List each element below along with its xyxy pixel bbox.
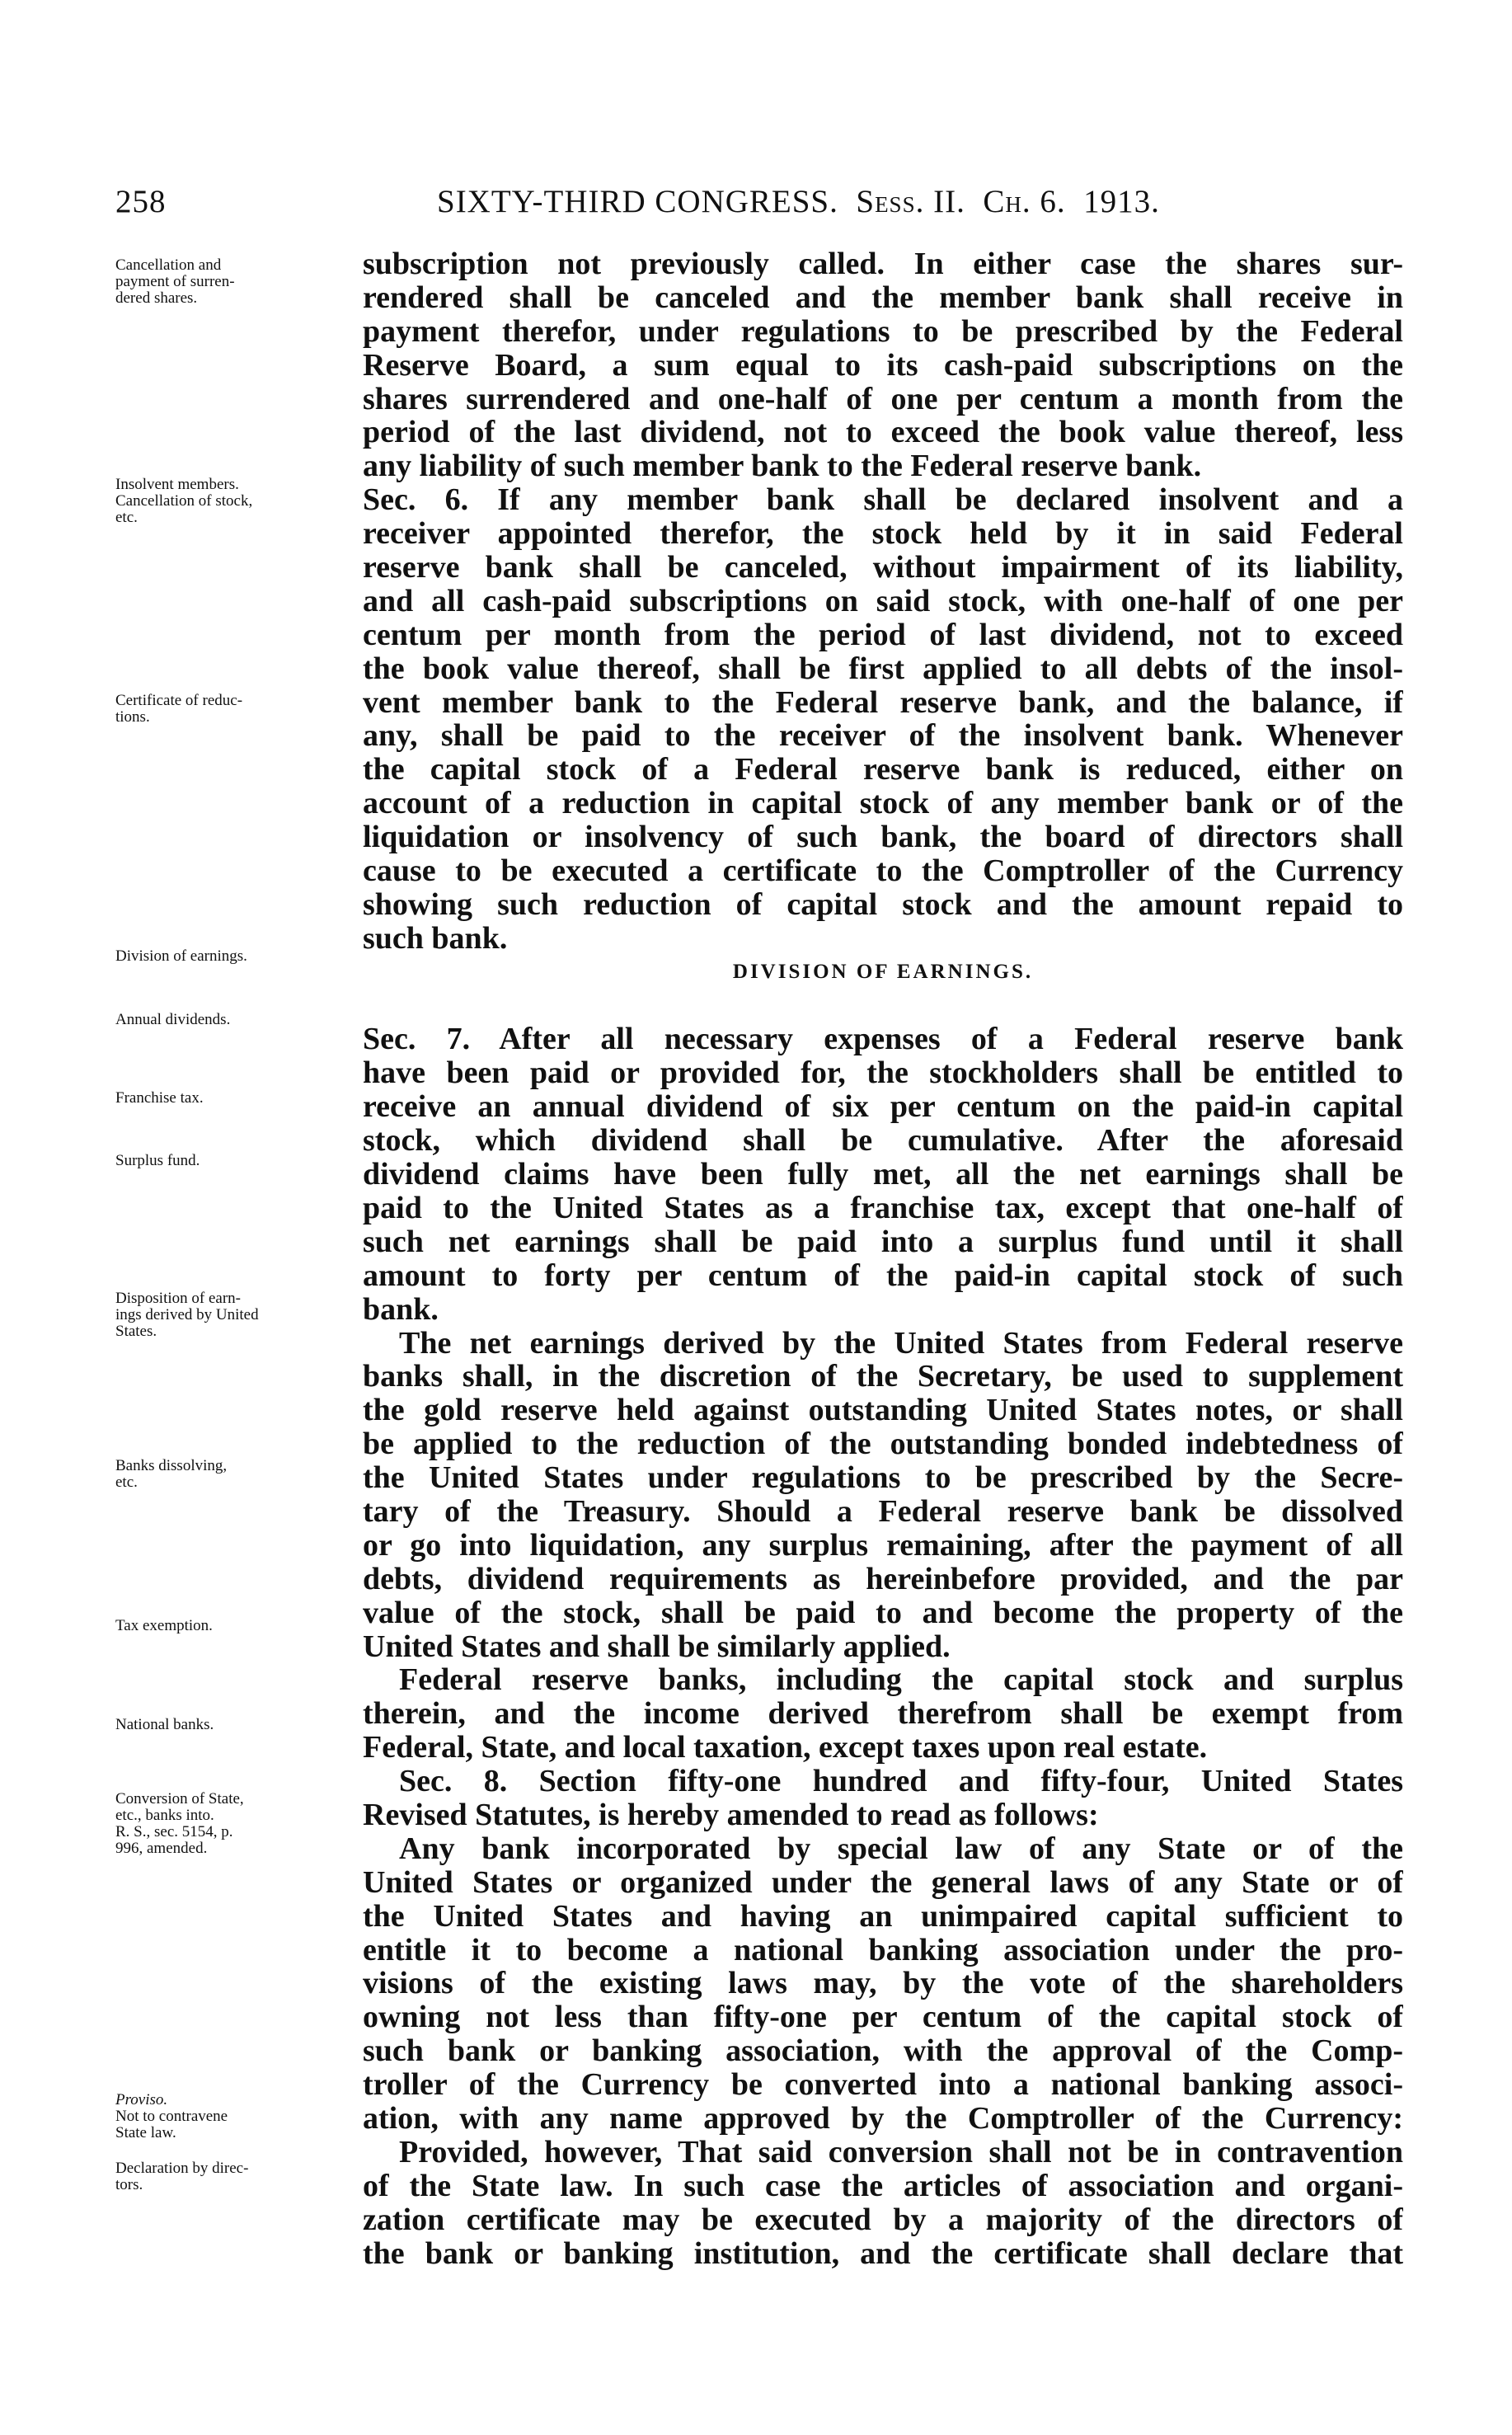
margin-note-line: Surplus fund. <box>115 1152 200 1169</box>
body-line: Any bank incorporated by special law of any State or of the <box>399 1831 1403 1866</box>
chapter-label: Ch. 6. <box>983 184 1066 219</box>
body-line: period of the last dividend, not to exceed the book value thereof, less <box>363 416 1403 450</box>
body-line: showing such reduction of capital stock and the amount repaid to <box>363 887 1403 922</box>
margin-note <box>115 2092 355 2141</box>
body-line: any, shall be paid to the receiver of the insolvent bank. Whenever <box>363 719 1403 754</box>
margin-note-line: Tax exemption. <box>115 1617 213 1634</box>
body-line: United States and shall be similarly applied. <box>363 1629 951 1664</box>
body-line: value of the stock, shall be paid to and become the property of the <box>363 1596 1403 1630</box>
body-line: of the State law. In such case the articles of association and organi- <box>363 2169 1403 2203</box>
body-line: Federal reserve banks, including the capital stock and surplus <box>399 1663 1403 1698</box>
body-line: therein, and the income derived therefrom shall be exempt from <box>363 1697 1403 1732</box>
body-text <box>363 247 1403 2270</box>
page-number: 258 <box>115 184 167 219</box>
margin-note <box>115 1458 355 1491</box>
body-line: payment therefor, under regulations to be prescribed by the Federal <box>363 314 1403 349</box>
body-line: or go into liquidation, any surplus remaining, after the payment of all <box>363 1528 1403 1563</box>
body-line: the bank or banking institution, and the certificate shall declare that <box>363 2236 1403 2271</box>
margin-note <box>115 477 355 526</box>
body-line: paid to the United States as a franchise tax, except that one-half of <box>363 1191 1403 1225</box>
body-line: troller of the Currency be converted into a national banking associ- <box>363 2068 1403 2102</box>
margin-note-line: Division of earnings. <box>115 947 247 965</box>
margin-note-line: Cancellation of stock, <box>115 492 253 510</box>
body-line: Sec. 8. Section fifty-one hundred and fifty-four, United States <box>399 1765 1403 1798</box>
body-line: such bank. <box>363 921 508 956</box>
margin-note-line: etc. <box>115 509 138 526</box>
margin-note-line: Annual dividends. <box>115 1011 231 1028</box>
body-line: the capital stock of a Federal reserve bank is reduced, either on <box>363 753 1403 787</box>
margin-note-line: Banks dissolving, <box>115 1457 228 1474</box>
body-line: owning not less than fifty-one per centum of the capital stock of <box>363 2000 1403 2035</box>
body-line: have been paid or provided for, the stockholders shall be entitled to <box>363 1056 1403 1091</box>
margin-note <box>115 948 355 965</box>
body-line <box>363 990 1403 1023</box>
body-line: reserve bank shall be canceled, without impairment of its liability, <box>363 551 1403 585</box>
margin-note-line: Declaration by direc- <box>115 2160 249 2177</box>
body-line: receiver appointed therefor, the stock held by it in said Federal <box>363 517 1403 552</box>
margin-note-line: Proviso. <box>115 2091 168 2108</box>
body-line: bank. <box>363 1292 439 1327</box>
margin-note-line: Not to contravene <box>115 2108 228 2125</box>
body-line: The net earnings derived by the United States from Federal reserve <box>399 1326 1403 1361</box>
margin-note-line: Franchise tax. <box>115 1089 204 1107</box>
body-line: liquidation or insolvency of such bank, the board of directors shall <box>363 820 1403 855</box>
body-line: vent member bank to the Federal reserve bank, and the balance, if <box>363 685 1403 720</box>
body-line: zation certificate may be executed by a majority of the directors of <box>363 2202 1403 2237</box>
margin-note-line: tions. <box>115 708 150 726</box>
body-line: Federal, State, and local taxation, except taxes upon real estate. <box>363 1731 1208 1765</box>
margin-note-line: payment of surren- <box>115 273 235 290</box>
body-line: stock, which dividend shall be cumulative. After the aforesaid <box>363 1124 1403 1159</box>
body-line: banks shall, in the discretion of the Secretary, be used to supplement <box>363 1360 1403 1394</box>
body-line: Sec. 6. If any member bank shall be declared insolvent and a <box>363 483 1403 518</box>
body-line: amount to forty per centum of the paid-in capital stock of such <box>363 1258 1403 1293</box>
margin-note-line: Certificate of reduc- <box>115 692 243 709</box>
margin-note-line: State law. <box>115 2124 176 2141</box>
body-line: any liability of such member bank to the Federal reserve bank. <box>363 449 1202 484</box>
body-line: Revised Statutes, is hereby amended to read as follows: <box>363 1798 1099 1832</box>
body-line: such bank or banking association, with the approval of the Comp- <box>363 2034 1403 2069</box>
margin-note <box>115 693 355 726</box>
year-label: 1913. <box>1083 184 1160 219</box>
margin-note <box>115 1618 355 1634</box>
body-line: visions of the existing laws may, by the vote of the shareholders <box>363 1967 1403 2001</box>
body-line: account of a reduction in capital stock of any member bank or of the <box>363 787 1403 821</box>
body-line: Provided, however, That said conversion shall not be in contravention <box>399 2135 1403 2169</box>
margin-note <box>115 1153 355 1169</box>
body-line: United States or organized under the general laws of any State or of <box>363 1865 1403 1900</box>
body-line: ation, with any name approved by the Comptroller of the Currency: <box>363 2101 1403 2136</box>
margin-note <box>115 2160 355 2193</box>
body-line: and all cash-paid subscriptions on said stock, with one-half of one per <box>363 584 1403 618</box>
margin-note-line: 996, amended. <box>115 1840 208 1857</box>
body-line: cause to be executed a certificate to the Comptroller of the Currency <box>363 854 1403 888</box>
margin-note-line: Conversion of State, <box>115 1790 244 1807</box>
congress-title: SIXTY-THIRD CONGRESS. <box>437 184 838 219</box>
margin-note <box>115 257 355 307</box>
margin-note-line: tors. <box>115 2176 143 2193</box>
section-heading: DIVISION OF EARNINGS. <box>732 960 1034 983</box>
margin-note <box>115 1791 355 1857</box>
body-line: tary of the Treasury. Should a Federal reserve bank be dissolved <box>363 1494 1403 1529</box>
body-line: centum per month from the period of last dividend, not to exceed <box>363 618 1403 652</box>
body-line: the gold reserve held against outstanding United States notes, or shall <box>363 1394 1403 1428</box>
margin-note-line: ings derived by United <box>115 1306 259 1323</box>
margin-note-line: dered shares. <box>115 289 198 307</box>
body-line: Reserve Board, a sum equal to its cash-paid subscriptions on the <box>363 348 1403 383</box>
body-line: subscription not previously called. In either case the shares sur- <box>363 247 1403 281</box>
body-line: the United States and having an unimpaired capital sufficient to <box>363 1899 1403 1934</box>
body-line: Sec. 7. After all necessary expenses of a Federal reserve bank <box>363 1022 1403 1057</box>
margin-note <box>115 1717 355 1733</box>
body-line: entitle it to become a national banking association under the pro- <box>363 1933 1403 1967</box>
body-line: be applied to the reduction of the outstanding bonded indebtedness of <box>363 1427 1403 1462</box>
body-line: dividend claims have been fully met, all the net earnings shall be <box>363 1158 1403 1192</box>
margin-note-line: etc., banks into. <box>115 1807 214 1824</box>
body-line: debts, dividend requirements as hereinbefore provided, and the par <box>363 1562 1403 1596</box>
margin-note-line: National banks. <box>115 1716 214 1733</box>
margin-note <box>115 1290 355 1340</box>
body-line: the United States under regulations to be prescribed by the Secre- <box>363 1461 1403 1495</box>
body-line: rendered shall be canceled and the member bank shall receive in <box>363 280 1403 315</box>
margin-note-line: R. S., sec. 5154, p. <box>115 1823 233 1840</box>
running-title <box>437 183 1160 220</box>
margin-note <box>115 1090 355 1107</box>
body-line: such net earnings shall be paid into a surplus fund until it shall <box>363 1225 1403 1259</box>
margin-note-line: Insolvent members. <box>115 476 239 493</box>
margin-note <box>115 1012 355 1028</box>
margin-note-line: States. <box>115 1323 157 1340</box>
body-line: receive an annual dividend of six per centum on the paid-in capital <box>363 1090 1403 1125</box>
margin-note-line: Cancellation and <box>115 256 222 274</box>
page-header <box>0 183 1512 224</box>
margin-note-line: etc. <box>115 1474 138 1491</box>
session-label: Sess. II. <box>856 184 965 219</box>
body-line: shares surrendered and one-half of one per centum a month from the <box>363 382 1403 416</box>
body-line: the book value thereof, shall be first applied to all debts of the insol- <box>363 651 1403 686</box>
margin-note-line: Disposition of earn- <box>115 1290 241 1307</box>
